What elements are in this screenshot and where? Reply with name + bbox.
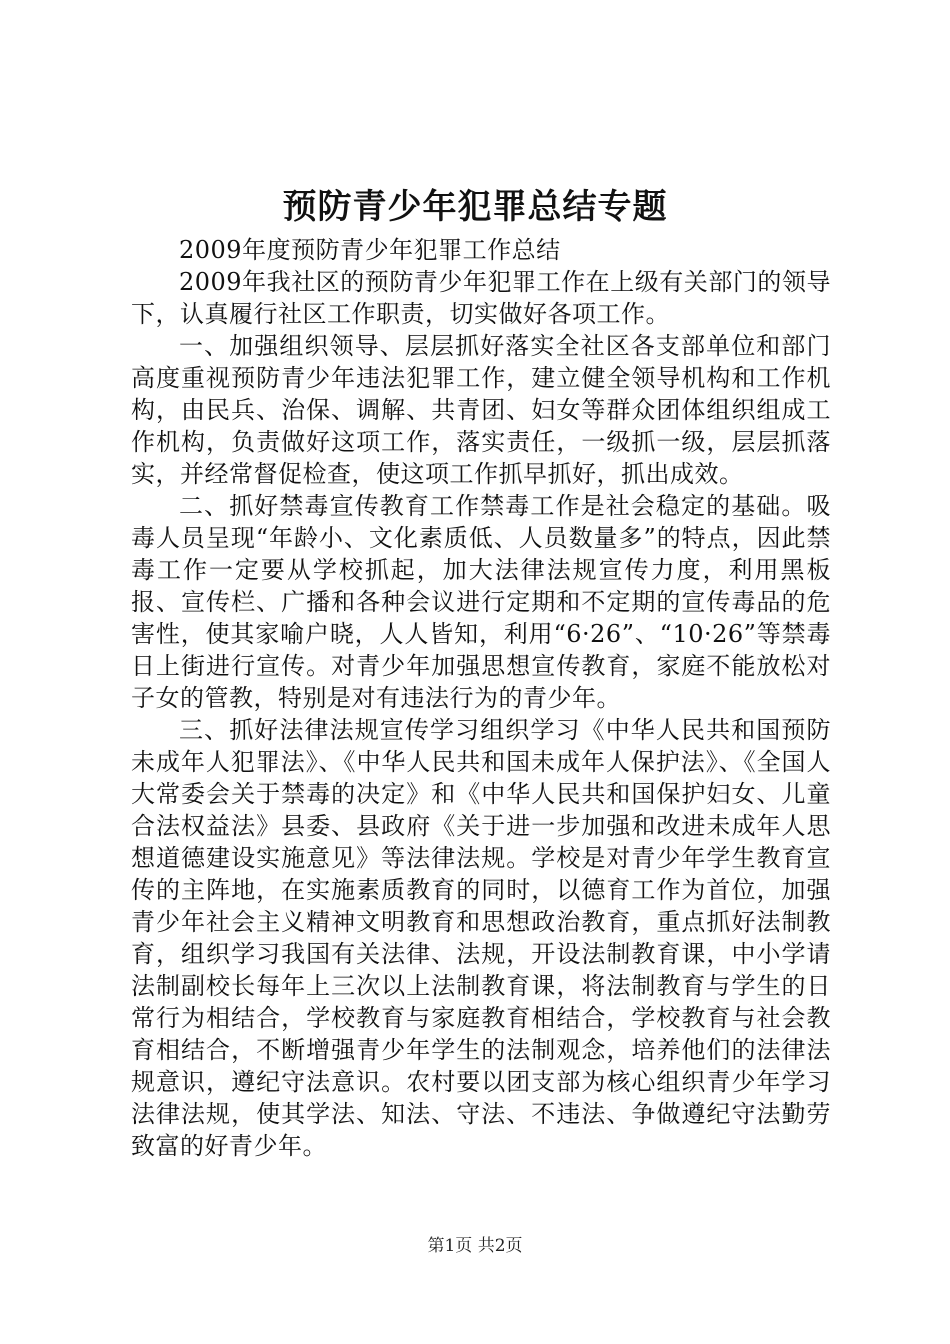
- paragraph-section-2: 二、抓好禁毒宣传教育工作禁毒工作是社会稳定的基础。吸毒人员呈现“年龄小、文化素质低、人员数量多”的特点，因此禁毒工作一定要从学校抓起，加大法律法规宣传力度，利用黑板报、宣传栏、广播和各种会议进行定期和不定期的宣传毒品的危害性，使其家喻户晓，人人皆知，利用“6·26”、“10·26”等禁毒日上街进行宣传。对青少年加强思想宣传教育，家庭不能放松对子女的管教，特别是对有违法行为的青少年。: [131, 492, 831, 712]
- paragraph-section-1: 一、加强组织领导、层层抓好落实全社区各支部单位和部门高度重视预防青少年违法犯罪工作，建立健全领导机构和工作机构，由民兵、治保、调解、共青团、妇女等群众团体组织组成工作机构，负责做好这项工作，落实责任，一级抓一级，层层抓落实，并经常督促检查，使这项工作抓早抓好，抓出成效。: [131, 332, 831, 488]
- page-number-indicator: 第1页 共2页: [427, 1236, 523, 1256]
- page-footer: [0, 1234, 950, 1258]
- document-body: [131, 234, 831, 1162]
- document-subtitle: 2009年度预防青少年犯罪工作总结: [179, 236, 561, 264]
- document-title: 预防青少年犯罪总结专题: [282, 187, 668, 227]
- paragraph-intro: 2009年我社区的预防青少年犯罪工作在上级有关部门的领导下，认真履行社区工作职责，切实做好各项工作。: [131, 268, 831, 328]
- paragraph-section-3: 三、抓好法律法规宣传学习组织学习《中华人民共和国预防未成年人犯罪法》、《中华人民共和国未成年人保护法》、《全国人大常委会关于禁毒的决定》和《中华人民共和国保护妇女、儿童合法权益法》县委、县政府《关于进一步加强和改进未成年人思想道德建设实施意见》等法律法规。学校是对青少年学生教育宣传的主阵地，在实施素质教育的同时，以德育工作为首位，加强青少年社会主义精神文明教育和思想政治教育，重点抓好法制教育，组织学习我国有关法律、法规，开设法制教育课，中小学请法制副校长每年上三次以上法制教育课，将法制教育与学生的日常行为相结合，学校教育与家庭教育相结合，学校教育与社会教育相结合，不断增强青少年学生的法制观念，培养他们的法律法规意识，遵纪守法意识。农村要以团支部为核心组织青少年学习法律法规，使其学法、知法、守法、不违法、争做遵纪守法勤劳致富的好青少年。: [131, 716, 831, 1160]
